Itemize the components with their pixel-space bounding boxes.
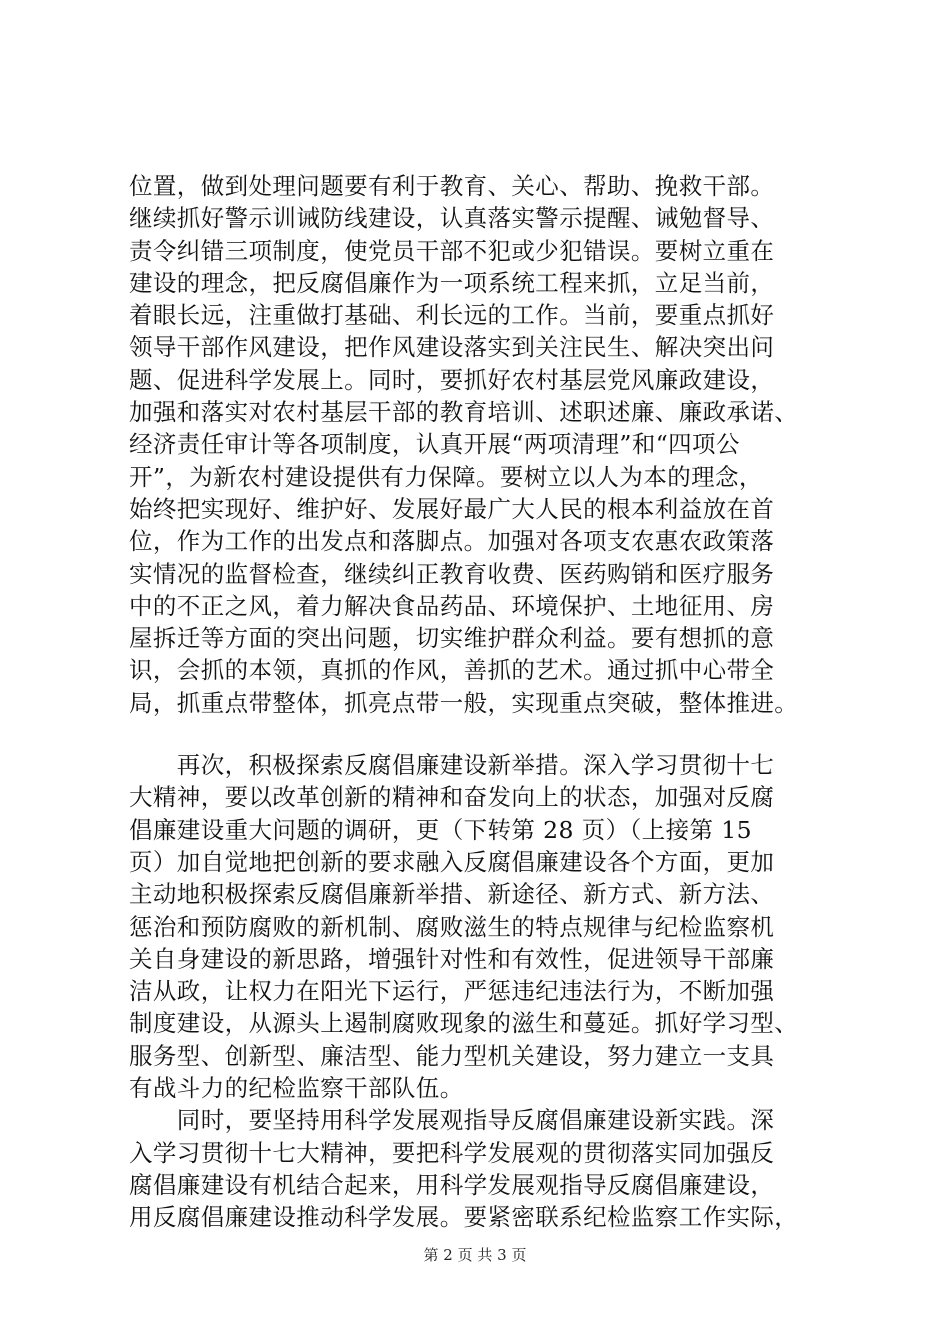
- text-line: 中的不正之风，着力解决食品药品、环境保护、土地征用、房: [129, 591, 775, 620]
- text-line: 有战斗力的纪检监察干部队伍。: [129, 1074, 464, 1103]
- text-line: 始终把实现好、维护好、发展好最广大人民的根本利益放在首: [129, 494, 775, 523]
- text-line: 着眼长远，注重做打基础、利长远的工作。当前，要重点抓好: [129, 301, 775, 330]
- text-line: 用反腐倡廉建设推动科学发展。要紧密联系纪检监察工作实际，: [129, 1203, 799, 1232]
- text-line: 同时，要坚持用科学发展观指导反腐倡廉建设新实践。深: [129, 1106, 775, 1135]
- page-footer: 第 2 页 共 3 页: [423, 1246, 527, 1264]
- text-line: 主动地积极探索反腐倡廉新举措、新途径、新方式、新方法、: [129, 880, 775, 909]
- text-line: 领导干部作风建设，把作风建设落实到关注民生、解决突出问: [129, 333, 775, 362]
- text-line: 洁从政，让权力在阳光下运行，严惩违纪违法行为，不断加强: [129, 977, 775, 1006]
- text-line: 开”，为新农村建设提供有力保障。要树立以人为本的理念，: [129, 462, 763, 491]
- text-line: 位，作为工作的出发点和落脚点。加强对各项支农惠农政策落: [129, 527, 775, 556]
- text-line: 识，会抓的本领，真抓的作风，善抓的艺术。通过抓中心带全: [129, 656, 775, 685]
- text-line: 加强和落实对农村基层干部的教育培训、述职述廉、廉政承诺、: [129, 398, 799, 427]
- text-line: 入学习贯彻十七大精神，要把科学发展观的贯彻落实同加强反: [129, 1138, 775, 1167]
- text-line: 大精神，要以改革创新的精神和奋发向上的状态，加强对反腐: [129, 783, 775, 812]
- text-line: 局，抓重点带整体，抓亮点带一般，实现重点突破，整体推进。: [129, 688, 799, 717]
- text-line: 屋拆迁等方面的突出问题，切实维护群众利益。要有想抓的意: [129, 624, 775, 653]
- text-line: 建设的理念，把反腐倡廉作为一项系统工程来抓，立足当前，: [129, 268, 775, 297]
- text-line: 再次，积极探索反腐倡廉建设新举措。深入学习贯彻十七: [129, 751, 775, 780]
- text-line: 惩治和预防腐败的新机制、腐败滋生的特点规律与纪检监察机: [129, 912, 775, 941]
- document-body: [129, 170, 829, 1234]
- text-line: 继续抓好警示训诫防线建设，认真落实警示提醒、诫勉督导、: [129, 204, 775, 233]
- paragraph-2: [129, 749, 829, 1104]
- text-line: 经济责任审计等各项制度，认真开展“两项清理”和“四项公: [129, 430, 740, 459]
- paragraph-gap: [129, 719, 829, 749]
- paragraph-3: [129, 1104, 829, 1233]
- text-line: 腐倡廉建设有机结合起来，用科学发展观指导反腐倡廉建设，: [129, 1170, 775, 1199]
- text-line: 责令纠错三项制度，使党员干部不犯或少犯错误。要树立重在: [129, 236, 775, 265]
- text-line: 倡廉建设重大问题的调研，更（下转第 28 页）（上接第 15: [129, 815, 752, 844]
- text-line: 服务型、创新型、廉洁型、能力型机关建设，努力建立一支具: [129, 1041, 775, 1070]
- text-line: 位置，做到处理问题要有利于教育、关心、帮助、挽救干部。: [129, 172, 775, 200]
- paragraph-1: [129, 170, 829, 719]
- text-line: 题、促进科学发展上。同时，要抓好农村基层党风廉政建设，: [129, 365, 775, 394]
- text-line: 制度建设，从源头上遏制腐败现象的滋生和蔓延。抓好学习型、: [129, 1009, 799, 1038]
- text-line: 页）加自觉地把创新的要求融入反腐倡廉建设各个方面，更加: [129, 847, 775, 876]
- text-line: 实情况的监督检查，继续纠正教育收费、医药购销和医疗服务: [129, 559, 775, 588]
- text-line: 关自身建设的新思路，增强针对性和有效性，促进领导干部廉: [129, 944, 775, 973]
